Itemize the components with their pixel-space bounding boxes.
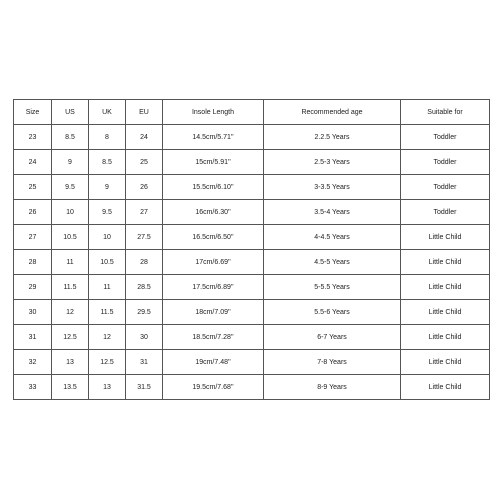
- cell-suitable-for: Toddler: [401, 125, 490, 150]
- size-chart: [13, 99, 489, 400]
- cell-size: 25: [14, 175, 52, 200]
- cell-us: 9.5: [52, 175, 89, 200]
- cell-recommended-age: 3-3.5 Years: [264, 175, 401, 200]
- header-suitable-for: Suitable for: [401, 100, 490, 125]
- cell-insole-length: 19.5cm/7.68'': [163, 375, 264, 400]
- cell-size: 23: [14, 125, 52, 150]
- cell-insole-length: 16.5cm/6.50'': [163, 225, 264, 250]
- cell-eu: 28: [126, 250, 163, 275]
- cell-insole-length: 19cm/7.48'': [163, 350, 264, 375]
- cell-uk: 10: [89, 225, 126, 250]
- table-row: [14, 250, 490, 275]
- table-row: [14, 325, 490, 350]
- cell-insole-length: 17.5cm/6.89'': [163, 275, 264, 300]
- cell-insole-length: 17cm/6.69'': [163, 250, 264, 275]
- cell-eu: 29.5: [126, 300, 163, 325]
- cell-uk: 11: [89, 275, 126, 300]
- header-uk: UK: [89, 100, 126, 125]
- cell-eu: 28.5: [126, 275, 163, 300]
- cell-suitable-for: Toddler: [401, 200, 490, 225]
- table-row: [14, 200, 490, 225]
- cell-uk: 13: [89, 375, 126, 400]
- cell-us: 13.5: [52, 375, 89, 400]
- cell-size: 24: [14, 150, 52, 175]
- cell-size: 28: [14, 250, 52, 275]
- cell-eu: 24: [126, 125, 163, 150]
- cell-uk: 8: [89, 125, 126, 150]
- cell-size: 31: [14, 325, 52, 350]
- size-chart-table: [13, 99, 490, 400]
- cell-recommended-age: 3.5-4 Years: [264, 200, 401, 225]
- cell-us: 11.5: [52, 275, 89, 300]
- cell-suitable-for: Little Child: [401, 350, 490, 375]
- cell-uk: 10.5: [89, 250, 126, 275]
- table-body: [14, 125, 490, 400]
- cell-insole-length: 15.5cm/6.10'': [163, 175, 264, 200]
- cell-uk: 12: [89, 325, 126, 350]
- cell-eu: 25: [126, 150, 163, 175]
- table-row: [14, 300, 490, 325]
- cell-eu: 31: [126, 350, 163, 375]
- cell-eu: 26: [126, 175, 163, 200]
- cell-us: 8.5: [52, 125, 89, 150]
- cell-size: 27: [14, 225, 52, 250]
- cell-suitable-for: Little Child: [401, 300, 490, 325]
- table-row: [14, 175, 490, 200]
- cell-insole-length: 15cm/5.91'': [163, 150, 264, 175]
- cell-suitable-for: Little Child: [401, 250, 490, 275]
- cell-size: 29: [14, 275, 52, 300]
- cell-uk: 12.5: [89, 350, 126, 375]
- cell-size: 33: [14, 375, 52, 400]
- cell-recommended-age: 7-8 Years: [264, 350, 401, 375]
- cell-uk: 8.5: [89, 150, 126, 175]
- table-row: [14, 375, 490, 400]
- cell-us: 13: [52, 350, 89, 375]
- cell-recommended-age: 5.5-6 Years: [264, 300, 401, 325]
- cell-us: 11: [52, 250, 89, 275]
- cell-suitable-for: Little Child: [401, 275, 490, 300]
- cell-recommended-age: 8-9 Years: [264, 375, 401, 400]
- table-header-row: [14, 100, 490, 125]
- cell-size: 30: [14, 300, 52, 325]
- cell-us: 12: [52, 300, 89, 325]
- cell-suitable-for: Little Child: [401, 375, 490, 400]
- cell-uk: 9.5: [89, 200, 126, 225]
- cell-recommended-age: 2.2.5 Years: [264, 125, 401, 150]
- cell-insole-length: 18cm/7.09'': [163, 300, 264, 325]
- cell-size: 26: [14, 200, 52, 225]
- cell-recommended-age: 2.5-3 Years: [264, 150, 401, 175]
- cell-eu: 31.5: [126, 375, 163, 400]
- cell-recommended-age: 6-7 Years: [264, 325, 401, 350]
- cell-suitable-for: Little Child: [401, 225, 490, 250]
- table-row: [14, 225, 490, 250]
- cell-insole-length: 18.5cm/7.28'': [163, 325, 264, 350]
- cell-suitable-for: Toddler: [401, 175, 490, 200]
- cell-recommended-age: 4-4.5 Years: [264, 225, 401, 250]
- cell-suitable-for: Little Child: [401, 325, 490, 350]
- cell-size: 32: [14, 350, 52, 375]
- cell-us: 10.5: [52, 225, 89, 250]
- header-eu: EU: [126, 100, 163, 125]
- cell-suitable-for: Toddler: [401, 150, 490, 175]
- cell-eu: 27: [126, 200, 163, 225]
- table-row: [14, 275, 490, 300]
- table-row: [14, 350, 490, 375]
- cell-uk: 11.5: [89, 300, 126, 325]
- cell-us: 9: [52, 150, 89, 175]
- cell-eu: 30: [126, 325, 163, 350]
- header-us: US: [52, 100, 89, 125]
- cell-us: 10: [52, 200, 89, 225]
- cell-recommended-age: 5-5.5 Years: [264, 275, 401, 300]
- cell-eu: 27.5: [126, 225, 163, 250]
- table-row: [14, 125, 490, 150]
- header-size: Size: [14, 100, 52, 125]
- header-recommended-age: Recommended age: [264, 100, 401, 125]
- cell-insole-length: 16cm/6.30'': [163, 200, 264, 225]
- cell-uk: 9: [89, 175, 126, 200]
- table-row: [14, 150, 490, 175]
- cell-insole-length: 14.5cm/5.71'': [163, 125, 264, 150]
- cell-us: 12.5: [52, 325, 89, 350]
- header-insole-length: Insole Length: [163, 100, 264, 125]
- cell-recommended-age: 4.5-5 Years: [264, 250, 401, 275]
